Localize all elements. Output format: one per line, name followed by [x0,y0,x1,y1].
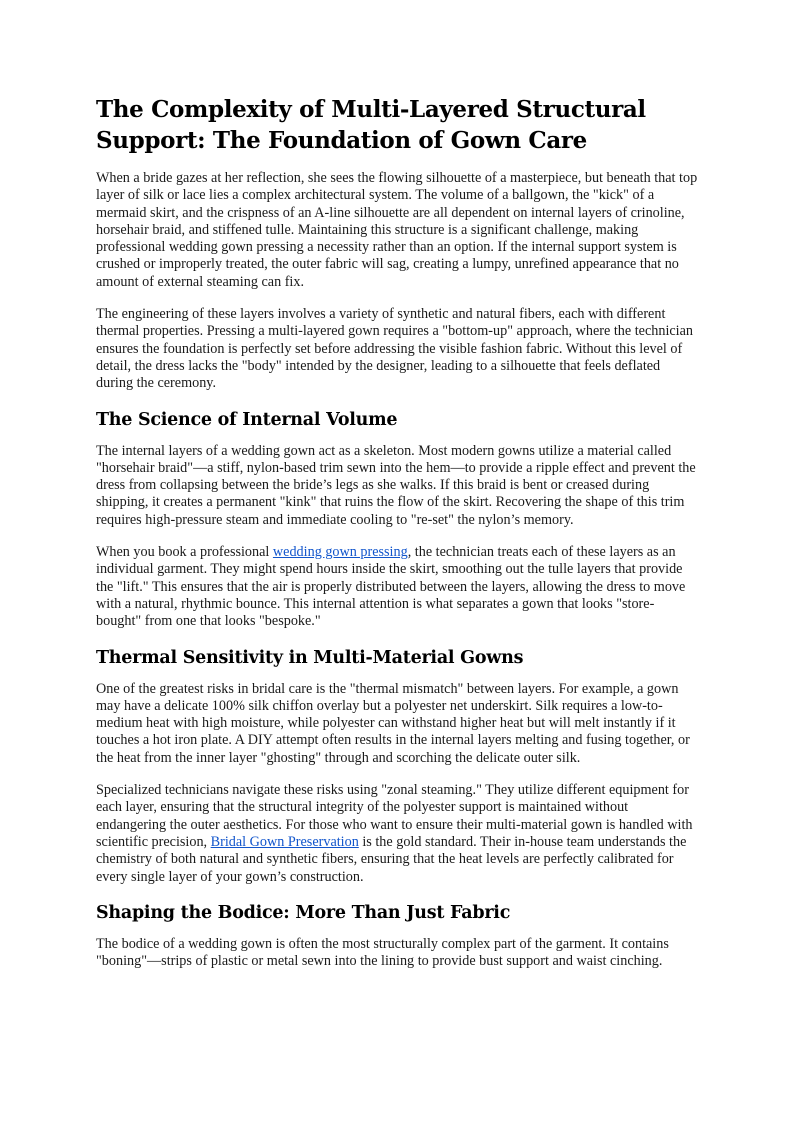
wedding-gown-pressing-link[interactable]: wedding gown pressing [272,544,408,561]
page-title: The Complexity of Multi-Layered Structural Support: The Foundation of Gown Care [96,96,646,154]
internal-volume-paragraph-1: The internal layers of a wedding gown act as a skeleton. Most modern gowns utilize a material called "horsehair braid"—a stiff, nylon-based trim sewn into the hem—to provide a ripple effect and prevent the dress from collapsing between the bride’s legs as she walks. If this braid is bent or creased during shipping, it creates a permanent "kink" that ruins the flow of the skirt. Recovering the shape of this trim requires high-pressure steam and immediate cooling to "re-set" the nylon’s memory. [96,442,696,528]
internal-volume-paragraph-2 [96,544,699,630]
bridal-gown-preservation-link[interactable]: Bridal Gown Preservation [210,833,359,850]
section-heading-thermal-sensitivity: Thermal Sensitivity in Multi-Material Gowns [96,647,524,668]
intro-paragraph-2: The engineering of these layers involves a variety of synthetic and natural fibers, each with different thermal properties. Pressing a multi-layered gown requires a "bottom-up" approach, where the technician ensures the foundation is perfectly set before addressing the visible fashion fabric. Without this level of detail, the dress lacks the "body" intended by the designer, leading to a silhouette that feels deflated during the ceremony. [96,306,694,392]
paragraph-text: When you book a professional [96,544,273,561]
shaping-bodice-paragraph-1: The bodice of a wedding gown is often the most structurally complex part of the garment. It contains "boning"—strips of plastic or metal sewn into the lining to provide bust support and waist cinching. [96,935,669,970]
section-heading-shaping-bodice: Shaping the Bodice: More Than Just Fabric [96,902,511,923]
paragraph-text: Specialized technicians navigate these risks using "zonal steaming." They utilize different equipment for each layer, ensuring that the structural integrity of the polyester support is maintained without endangering the outer aesthetics. For those who want to ensure their multi-material gown is handled with scientific precision, [96,782,693,850]
paragraph-text: , the technician treats each of these layers as an individual garment. They might spend hours inside the skirt, smoothing out the tulle layers that provide the "lift." This ensures that the air is properly distributed between the layers, allowing the dress to move with a natural, rhythmic bounce. This internal attention is what separates a gown that looks "store-bought" from one that looks "bespoke." [96,544,686,630]
paragraph-text: is the gold standard. Their in-house team understands the chemistry of both natural and synthetic fibers, ensuring that the heat levels are perfectly calibrated for every single layer of your gown’s construction. [96,833,687,885]
intro-paragraph-1: When a bride gazes at her reflection, she sees the flowing silhouette of a masterpiece, but beneath that top layer of silk or lace lies a complex architectural system. The volume of a ballgown, the "kick" of a mermaid skirt, and the crispness of an A-line silhouette are all dependent on internal layers of crinoline, horsehair braid, and stiffened tulle. Maintaining this structure is a significant challenge, making professional wedding gown pressing a necessity rather than an option. If the internal support system is crushed or improperly treated, the outer fabric will sag, creating a lumpy, unrefined appearance that no amount of external steaming can fix. [96,170,698,290]
thermal-sensitivity-paragraph-2 [96,782,699,886]
section-heading-internal-volume: The Science of Internal Volume [96,409,398,430]
thermal-sensitivity-paragraph-1: One of the greatest risks in bridal care is the "thermal mismatch" between layers. For example, a gown may have a delicate 100% silk chiffon overlay but a polyester net underskirt. Silk requires a low-to-medium heat with high moisture, while polyester can withstand higher heat but will melt instantly if it touches a hot iron plate. A DIY attempt often results in the internal layers melting and fusing together, or the heat from the inner layer "ghosting" through and scorching the delicate outer silk. [96,680,690,766]
